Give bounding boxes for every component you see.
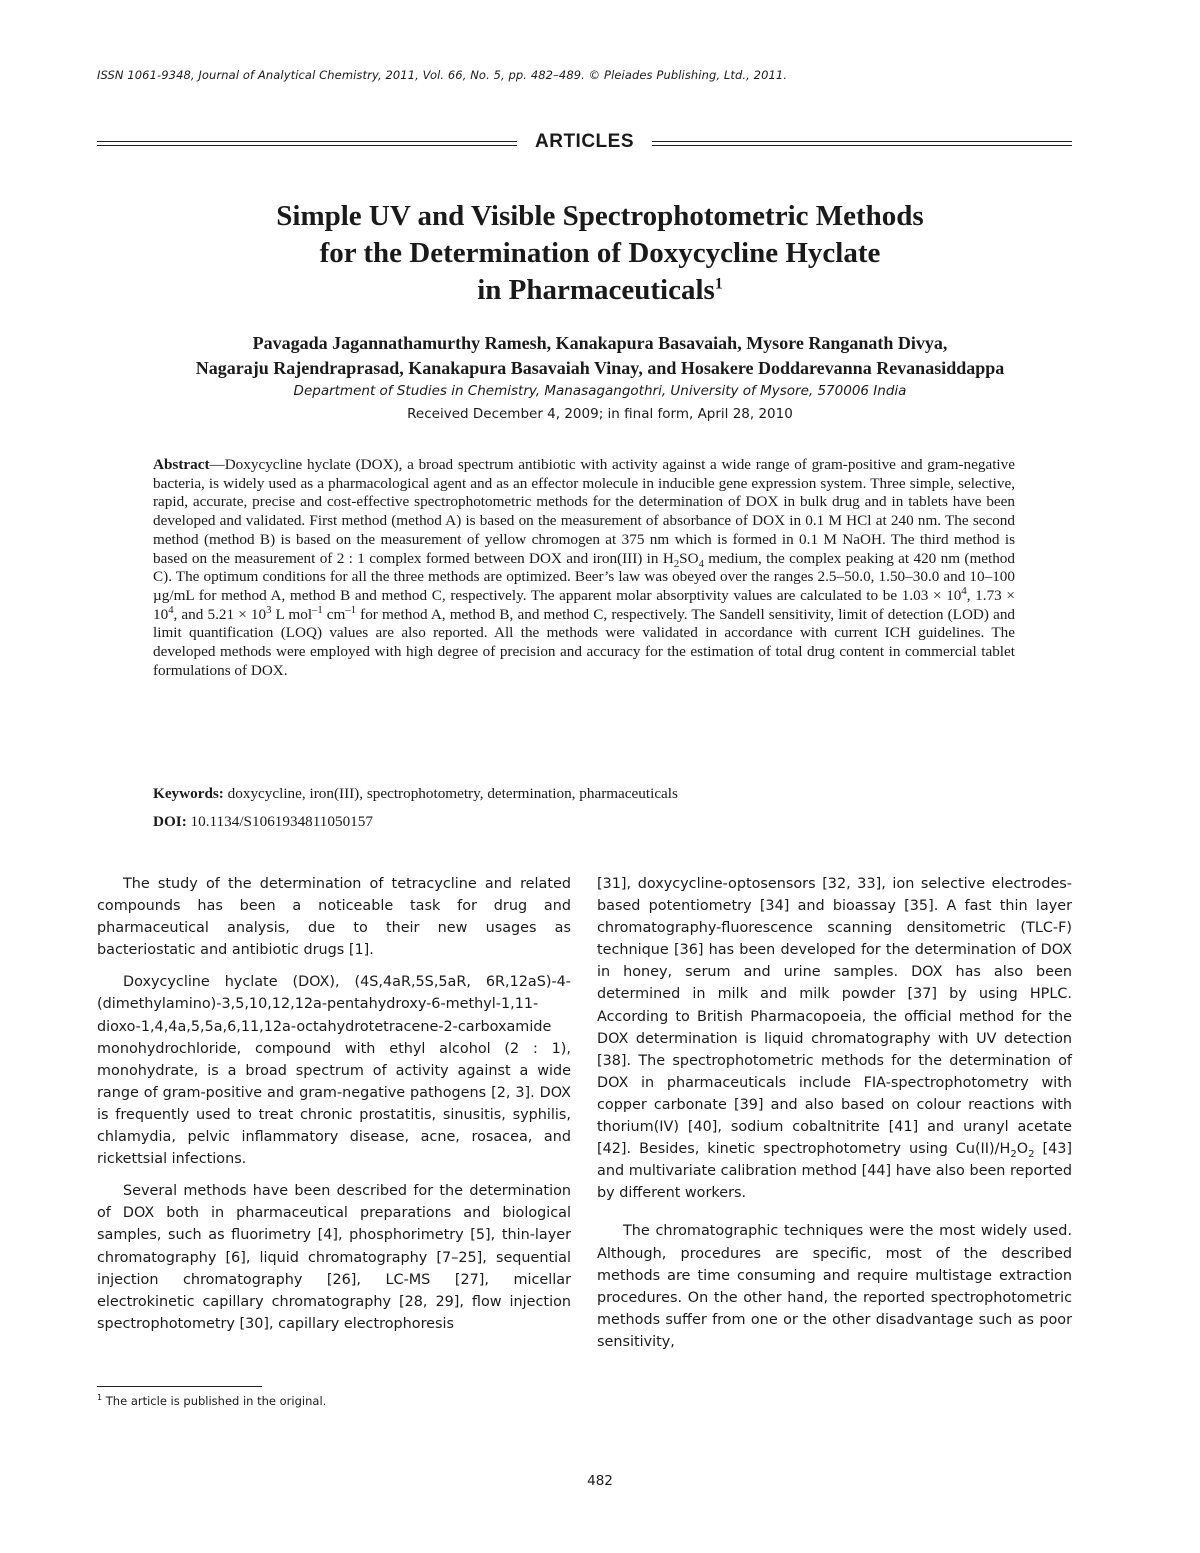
body-column-left xyxy=(97,873,571,1345)
abstract-exp-2: 4 xyxy=(168,604,174,616)
body-paragraph: The study of the determination of tetracycline and related compounds has been a noticeable task for drug and pharmaceutical analysis, due to their new usages as bacteriostatic and antibiotic drugs [1]. xyxy=(97,876,571,959)
abstract-label: Abstract xyxy=(153,456,210,473)
h2o2-sub-1: 2 xyxy=(1010,1149,1017,1160)
abstract-text-2: medium, the complex peaking at 420 nm (method C). The optimum conditions for all the three methods are optimized. Beer’s law was obeyed over the ranges 2.5–50.0, 1.50–30.0 and 10–100 µg/mL for method A, method B and method C, respectively. The apparent molar absorptivity values are calculated to be 1.03 × 10 xyxy=(153,549,1015,604)
right-p1-text-a: [31], doxycycline-optosensors [32, 33], ion selective electrodes-based potentiometry [34] and bioassay [35]. A fast thin layer chromatography-fluorescence scanning densitometric (TLC-F) technique [36] has been developed for the determination of DOX in honey, serum and urine samples. DOX has also been determined in milk and milk powder [37] by using HPLC. According to British Pharmacopoeia, the official method for the DOX determination is liquid chromatography with UV detection [38]. The spectrophotometric methods for the determination of DOX in pharmaceuticals include FIA-spectrophotometry with copper carbonate [39] and also based on colour reactions with thorium(IV) [40], sodium cobaltnitrite [41] and uranyl acetate [42]. Besides, kinetic spectrophotometry using Cu(II)/H xyxy=(597,876,1072,1158)
abstract xyxy=(153,456,1015,680)
authors-line-1: Pavagada Jagannathamurthy Ramesh, Kanakapura Basavaiah, Mysore Ranganath Divya, xyxy=(252,333,948,353)
authors-line-2: Nagaraju Rajendraprasad, Kanakapura Basavaiah Vinay, and Hosakere Doddarevanna Revanasiddappa xyxy=(195,358,1005,378)
title-line-3 xyxy=(100,272,1100,309)
doi-link[interactable]: 10.1134/S1061934811050157 xyxy=(186,813,373,830)
keywords xyxy=(153,785,1015,803)
keywords-text: doxycycline, iron(III), spectrophotometry, determination, pharmaceuticals xyxy=(223,785,678,802)
body-column-right xyxy=(597,873,1072,1363)
section-label: ARTICLES xyxy=(535,131,634,152)
footnote-rule xyxy=(97,1386,262,1387)
body-paragraph xyxy=(597,873,1072,1204)
section-rule-right xyxy=(652,141,1072,146)
journal-citation: ISSN 1061-9348, Journal of Analytical Chemistry, 2011, Vol. 66, No. 5, pp. 482–489. © Pleiades Publishing, Ltd., 2011. xyxy=(97,68,788,82)
article-title xyxy=(100,198,1100,309)
h2o2-sub-2: 2 xyxy=(1028,1149,1035,1160)
abstract-text-7: for method A, method B, and method C, respectively. The Sandell sensitivity, limit of detection (LOD) and limit quantification (LOQ) values are also reported. All the methods were validated in accordance with current ICH guidelines. The developed methods were employed with high degree of precision and accuracy for the estimation of total drug content in commercial tablet formulations of DOX. xyxy=(153,605,1016,679)
footnote xyxy=(97,1394,326,1408)
h2o2-o: O xyxy=(1016,1141,1029,1158)
right-p1-text-b: [43] and multivariate calibration method [44] have also been reported by different workers. xyxy=(597,1141,1072,1202)
title-line-3-text: in Pharmaceuticals xyxy=(477,274,715,306)
abstract-h2so4-sub4: 4 xyxy=(698,558,704,570)
abstract-h2so4-sub2: 2 xyxy=(673,558,680,570)
doi-label: DOI: xyxy=(153,813,187,830)
abstract-dash: — xyxy=(209,456,225,473)
abstract-exp-4: –1 xyxy=(312,604,323,616)
title-footnote-mark: 1 xyxy=(714,275,723,293)
keywords-label: Keywords: xyxy=(153,785,224,802)
received-dates: Received December 4, 2009; in final form, April 28, 2010 xyxy=(407,406,793,422)
abstract-text-3: , 1.73 × 10 xyxy=(153,586,1015,623)
abstract-text-1: Doxycycline hyclate (DOX), a broad spectrum antibiotic with activity against a wide range of gram-positive and gram-negative bacteria, is widely used as a pharmacological agent and as an effector molecule in inducible gene expression system. Three simple, selective, rapid, accurate, precise and cost-effective spectrophotometric methods for the determination of DOX in bulk drug and in tablets have been developed and validated. First method (method A) is based on the measurement of absorbance of DOX in 0.1 M HCl at 240 nm. The second method (method B) is based on the measurement of yellow chromogen at 375 nm which is formed in 0.1 M NaOH. The third method is based on the measurement of 2 : 1 complex formed between DOX and iron(III) in H xyxy=(153,456,1015,567)
abstract-h2so4-so: SO xyxy=(679,549,699,567)
abstract-text-4: , and 5.21 × 10 xyxy=(173,605,267,623)
abstract-text-6: cm xyxy=(322,605,346,623)
body-paragraph: Doxycycline hyclate (DOX), (4S,4aR,5S,5aR, 6R,12aS)-4-(dimethylamino)-3,5,10,12,12a-pentahydroxy-6-methyl-1,11-dioxo-1,4,4a,5,5a,6,11,12a-octahydrotetracene-2-carboxamide monohydrochloride, compound with ethyl alcohol (2 : 1), monohydrate, is a broad spectrum of activity against a wide range of gram-positive and gram-negative pathogens [2, 3]. DOX is frequently used to treat chronic prostatitis, sinusitis, syphilis, chlamydia, pelvic inflammatory disease, acne, rosacea, and rickettsial infections. xyxy=(97,974,571,1168)
abstract-exp-5: –1 xyxy=(345,604,356,616)
body-paragraph: Several methods have been described for the determination of DOX both in pharmaceutical preparations and biological samples, such as fluorimetry [4], phosphorimetry [5], thin-layer chromatography [6], liquid chromatography [7–25], sequential injection chromatography [26], LC-MS [27], micellar electrokinetic capillary chromatography [28, 29], flow injection spectrophotometry [30], capillary electrophoresis xyxy=(97,1183,571,1332)
affiliation: Department of Studies in Chemistry, Manasagangothri, University of Mysore, 570006 India xyxy=(293,383,907,399)
abstract-text-5: L mol xyxy=(271,605,313,623)
abstract-exp-1: 4 xyxy=(961,585,967,597)
abstract-exp-3: 3 xyxy=(266,604,272,616)
doi xyxy=(153,813,1015,831)
section-header xyxy=(97,131,1072,153)
footnote-mark: 1 xyxy=(97,1393,103,1403)
authors xyxy=(60,331,1140,381)
footnote-text: The article is published in the original. xyxy=(102,1394,327,1408)
body-paragraph: The chromatographic techniques were the most widely used. Although, procedures are specific, most of the described methods are time consuming and require multistage extraction procedures. On the other hand, the reported spectrophotometric methods suffer from one or the other disadvantage such as poor sensitivity, xyxy=(597,1223,1072,1350)
title-line-2: for the Determination of Doxycycline Hyclate xyxy=(319,237,881,269)
page-number: 482 xyxy=(587,1473,613,1489)
title-line-1: Simple UV and Visible Spectrophotometric Methods xyxy=(276,200,924,232)
